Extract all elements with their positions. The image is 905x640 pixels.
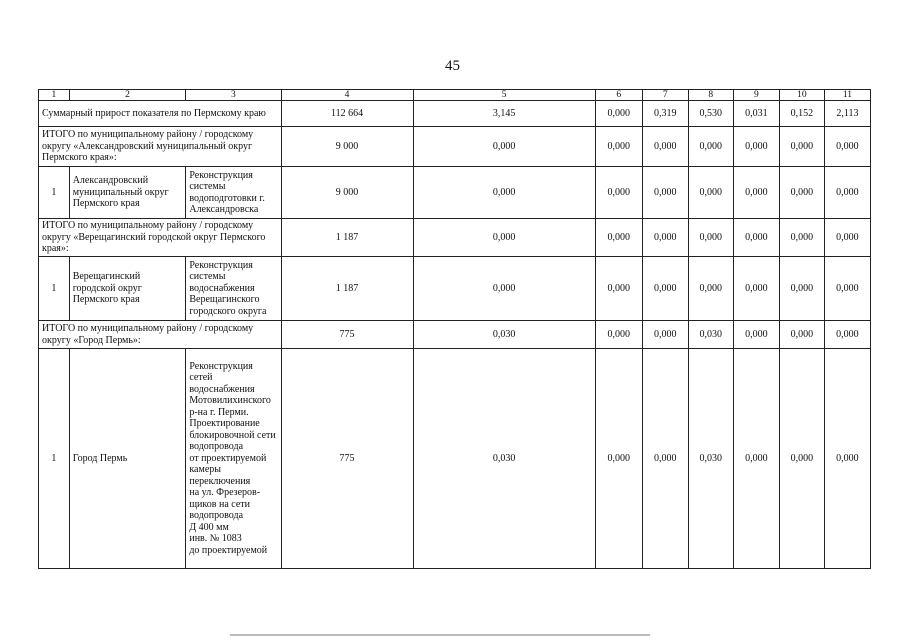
cell-v10: 0,000	[779, 167, 824, 219]
municipality-name: Верещагинский городской округ Пермского края	[69, 257, 186, 321]
object-name: Реконструкция сетей водоснабжения Мотовилихинского р-на г. Перми. Проектирование блокировочной сети водопровода от проектируемой камеры переключения на ул. Фрезеров- щиков на сети водопровода Д 400 мм инв. № 1083 до проектируемой	[186, 349, 281, 569]
cell-v4: 1 187	[281, 219, 413, 257]
col-header-8: 8	[688, 90, 733, 101]
row-number: 1	[39, 257, 70, 321]
cell-v4: 9 000	[281, 127, 413, 167]
cell-v9: 0,031	[733, 101, 779, 127]
table-row-total	[39, 219, 871, 257]
cell-v11: 0,000	[824, 321, 870, 349]
table-row-total	[39, 127, 871, 167]
cell-v10: 0,000	[779, 349, 824, 569]
cell-v4: 775	[281, 349, 413, 569]
cell-v8: 0,030	[688, 321, 733, 349]
cell-v10: 0,000	[779, 257, 824, 321]
table-row-detail	[39, 349, 871, 569]
col-header-5: 5	[413, 90, 595, 101]
summary-label: Суммарный прирост показателя по Пермскому краю	[39, 101, 282, 127]
cell-v9: 0,000	[733, 321, 779, 349]
cell-v4: 112 664	[281, 101, 413, 127]
cell-v8: 0,030	[688, 349, 733, 569]
cell-v5: 0,000	[413, 219, 595, 257]
cell-v9: 0,000	[733, 349, 779, 569]
cell-v6: 0,000	[595, 349, 642, 569]
cell-v6: 0,000	[595, 127, 642, 167]
cell-v8: 0,000	[688, 127, 733, 167]
cell-v4: 1 187	[281, 257, 413, 321]
col-header-3: 3	[186, 90, 281, 101]
cell-v10: 0,152	[779, 101, 824, 127]
table-row-total	[39, 321, 871, 349]
cell-v11: 0,000	[824, 127, 870, 167]
table-row-summary	[39, 101, 871, 127]
cell-v6: 0,000	[595, 101, 642, 127]
municipality-name: Александровский муниципальный округ Пермского края	[69, 167, 186, 219]
table-row-detail	[39, 167, 871, 219]
row-number: 1	[39, 167, 70, 219]
cell-v9: 0,000	[733, 167, 779, 219]
scan-edge-line	[230, 634, 650, 636]
col-header-9: 9	[733, 90, 779, 101]
col-header-2: 2	[69, 90, 186, 101]
cell-v7: 0,000	[642, 127, 688, 167]
cell-v6: 0,000	[595, 167, 642, 219]
cell-v5: 3,145	[413, 101, 595, 127]
cell-v9: 0,000	[733, 127, 779, 167]
cell-v5: 0,030	[413, 321, 595, 349]
cell-v6: 0,000	[595, 219, 642, 257]
header-row	[39, 90, 871, 101]
cell-v11: 0,000	[824, 349, 870, 569]
cell-v7: 0,000	[642, 257, 688, 321]
cell-v11: 0,000	[824, 257, 870, 321]
cell-v7: 0,000	[642, 167, 688, 219]
cell-v11: 0,000	[824, 219, 870, 257]
cell-v7: 0,000	[642, 349, 688, 569]
cell-v9: 0,000	[733, 219, 779, 257]
col-header-11: 11	[824, 90, 870, 101]
cell-v10: 0,000	[779, 219, 824, 257]
cell-v10: 0,000	[779, 127, 824, 167]
cell-v7: 0,319	[642, 101, 688, 127]
col-header-6: 6	[595, 90, 642, 101]
cell-v6: 0,000	[595, 321, 642, 349]
cell-v5: 0,030	[413, 349, 595, 569]
cell-v5: 0,000	[413, 127, 595, 167]
cell-v5: 0,000	[413, 167, 595, 219]
cell-v4: 9 000	[281, 167, 413, 219]
cell-v8: 0,000	[688, 219, 733, 257]
municipality-name: Город Пермь	[69, 349, 186, 569]
cell-v7: 0,000	[642, 321, 688, 349]
cell-v7: 0,000	[642, 219, 688, 257]
cell-v6: 0,000	[595, 257, 642, 321]
total-label: ИТОГО по муниципальному району / городскому округу «Александровский муниципальный округ Пермского края»:	[39, 127, 282, 167]
cell-v8: 0,530	[688, 101, 733, 127]
cell-v9: 0,000	[733, 257, 779, 321]
cell-v10: 0,000	[779, 321, 824, 349]
col-header-7: 7	[642, 90, 688, 101]
object-name: Реконструкция системы водоснабжения Верещагинского городского округа	[186, 257, 281, 321]
cell-v8: 0,000	[688, 257, 733, 321]
cell-v11: 2,113	[824, 101, 870, 127]
cell-v8: 0,000	[688, 167, 733, 219]
indicator-table	[38, 89, 871, 569]
cell-v5: 0,000	[413, 257, 595, 321]
cell-v4: 775	[281, 321, 413, 349]
total-label: ИТОГО по муниципальному району / городскому округу «Город Пермь»:	[39, 321, 282, 349]
page-number: 45	[445, 58, 460, 74]
table-row-detail	[39, 257, 871, 321]
col-header-10: 10	[779, 90, 824, 101]
object-name: Реконструкция системы водоподготовки г. Александровска	[186, 167, 281, 219]
col-header-4: 4	[281, 90, 413, 101]
row-number: 1	[39, 349, 70, 569]
cell-v11: 0,000	[824, 167, 870, 219]
col-header-1: 1	[39, 90, 70, 101]
total-label: ИТОГО по муниципальному району / городскому округу «Верещагинский городской округ Пермского края»:	[39, 219, 282, 257]
